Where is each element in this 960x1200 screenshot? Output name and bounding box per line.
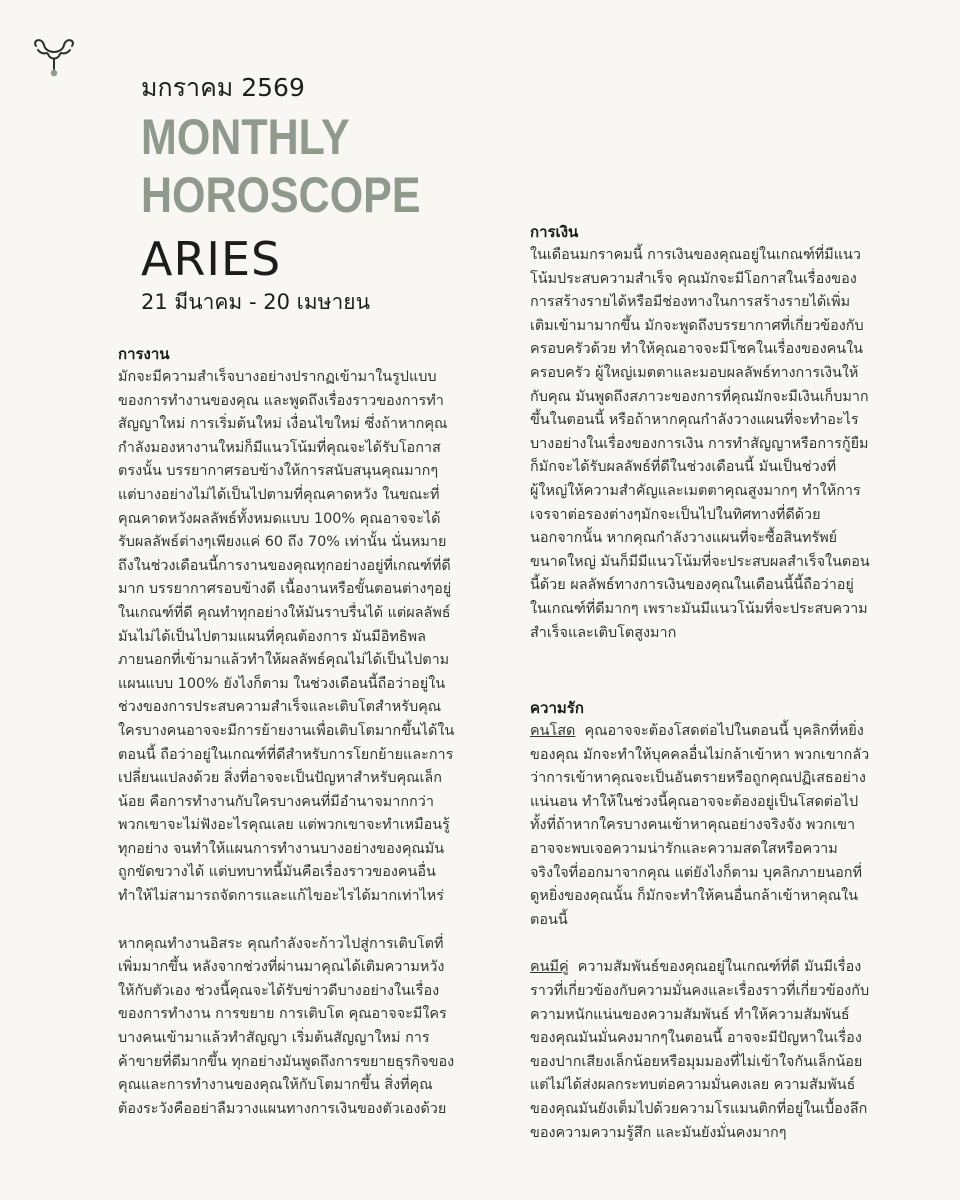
love-single-paragraph xyxy=(530,720,870,932)
title-horoscope: HOROSCOPE xyxy=(141,167,421,223)
work-paragraph-2: หากคุณทำงานอิสระ คุณกำลังจะก้าวไปสู่การเติบโตที่เพิ่มมากขึ้น หลังจากช่วงที่ผ่านมาคุณได้เติมความหวังให้กับตัวเอง ช่วงนี้คุณจะได้รับข่าวดีบางอย่างในเรื่องของการทำงาน การขยาย การเติบโต คุณอาจจะมีใครบางคนเข้ามาแล้วทำสัญญา เริ่มต้นสัญญาใหม่ การค้าขายที่ดีมากขึ้น ทุกอย่างมันพูดถึงการขยายธุรกิจของคุณและการทำงานของคุณให้กับโตมากขึ้น สิ่งที่คุณต้องระวังคืออย่าลืมวางแผนทางการเงินของตัวเองด้วย xyxy=(118,935,455,1117)
money-title: การเงิน xyxy=(530,223,579,241)
month-label: มกราคม 2569 xyxy=(141,73,305,102)
love-title: ความรัก xyxy=(530,699,584,717)
love-couple-paragraph xyxy=(530,956,870,1145)
couple-text: ความสัมพันธ์ของคุณอยู่ในเกณฑ์ที่ดี มันมีเรื่องราวที่เกี่ยวข้องกับความมั่นคงและเรื่องราวที่เกี่ยวข้องกับความหนักแน่นของความสัมพันธ์ ทำให้ความสัมพันธ์ของคุณมันมั่นคงมากๆในตอนนี้ อาจจะมีปัญหาในเรื่องของปากเสียงเล็กน้อยหรือมุมมองที่ไม่เข้าใจกันเล็กน้อย แต่ไม่ได้ส่งผลกระทบต่อความมั่นคงเลย ความสัมพันธ์ของคุณมันยังเต็มไปด้วยความโรแมนติกที่อยู่ในเบื้องลึกของความความรู้สึก และมันยังมั่นคงมากๆ xyxy=(530,959,870,1141)
aries-ram-icon xyxy=(30,38,78,80)
single-label: คนโสด xyxy=(530,723,576,739)
couple-label: คนมีคู่ xyxy=(530,959,569,976)
money-section xyxy=(530,220,870,645)
zodiac-sign: ARIES xyxy=(141,232,282,286)
sign-dates: 21 มีนาคม - 20 เมษายน xyxy=(141,290,370,314)
love-section xyxy=(530,696,870,1145)
title-monthly: MONTHLY xyxy=(141,109,350,165)
single-text: คุณอาจจะต้องโสดต่อไปในตอนนี้ บุคลิกที่หยิ่งของคุณ มักจะทำให้บุคคลอื่นไม่กล้าเข้าหา พวกเขากลัวว่าการเข้าหาคุณจะเป็นอันตรายหรือถูกคุณปฏิเสธอย่างแน่นอน ทำให้ในช่วงนี้คุณอาจจะต้องอยู่เป็นโสดต่อไป ทั้งที่ถ้าหากใครบางคนเข้าหาคุณอย่างจริงจัง พวกเขาอาจจะพบเจอความน่ารักและความสดใสหรือความจริงใจที่ออกมาจากคุณ แต่ยังไงก็ตาม บุคลิกภายนอกที่ดูหยิ่งของคุณนั้น ก็มักจะทำให้คนอื่นกล้าเข้าหาคุณในตอนนี้ xyxy=(530,723,870,928)
work-section xyxy=(118,342,456,1121)
money-paragraph: ในเดือนมกราคมนี้ การเงินของคุณอยู่ในเกณฑ์ที่มีแนวโน้มประสบความสำเร็จ คุณมักจะมีโอกาสในเรื่องของการสร้างรายได้หรือมีช่องทางในการสร้างรายได้เพิ่มเติมเข้ามามากขึ้น มักจะพูดถึงบรรยากาศที่เกี่ยวข้องกับครอบครัวด้วย ทำให้คุณอาจจะมีโชคในเรื่องของคนในครอบครัว ผู้ใหญ่เมตตาและมอบผลลัพธ์ทางการเงินให้กับคุณ มันพูดถึงสภาวะของการที่คุณมักจะมีเงินเก็บมากขึ้นในตอนนี้ หรือถ้าหากคุณกำลังวางแผนที่จะทำอะไรบางอย่างในเรื่องของการเงิน การทำสัญญาหรือการกู้ยืม ก็มักจะได้รับผลลัพธ์ที่ดีในช่วงเดือนนี้ มันเป็นช่วงที่ผู้ใหญ่ให้ความสำคัญและเมตตาคุณสูงมากๆ ทำให้การเจรจาต่อรองต่างๆมักจะเป็นไปในทิศทางที่ดีด้วย นอกจากนั้น หากคุณกำลังวางแผนที่จะซื้อสินทรัพย์ขนาดใหญ่ มันก็มีมีแนวโน้มที่จะประสบผลสำเร็จในตอนนี้ด้วย ผลลัพธ์ทางการเงินของคุณในเดือนนี้นี้ถือว่าอยู่ในเกณฑ์ที่ดีมากๆ เพราะมันมีแนวโน้มที่จะประสบความสำเร็จและเติบโตสูงมาก xyxy=(530,247,870,641)
work-paragraph-1: มักจะมีความสำเร็จบางอย่างปรากฏเข้ามาในรูปแบบของการทำงานของคุณ และพูดถึงเรื่องราวของการทำสัญญาใหม่ การเริ่มต้นใหม่ เงื่อนไขใหม่ ซึ่งถ้าหากคุณกำลังมองหางานใหม่ก็มีแนวโน้มที่คุณจะได้รับโอกาสตรงนั้น บรรยากาศรอบข้างให้การสนับสนุนคุณมากๆ แต่บางอย่างไม่ได้เป็นไปตามที่คุณคาดหวัง ในขณะที่คุณคาดหวังผลลัพธ์ทั้งหมดแบบ 100% คุณอาจจะได้รับผลลัพธ์ต่างๆเพียงแค่ 60 ถึง 70% เท่านั้น นั่นหมายถึงในช่วงเดือนนี้การงานของคุณทุกอย่างอยู่ที่เกณฑ์ที่ดีมาก บรรยากาศรอบข้างดี เนื้องานหรือขั้นตอนต่างๆอยู่ในเกณฑ์ที่ดี คุณทำทุกอย่างให้มันราบรื่นได้ แต่ผลลัพธ์มันไม่ได้เป็นไปตามแผนที่คุณต้องการ มันมีอิทธิพลภายนอกที่เข้ามาแล้วทำให้ผลลัพธ์คุณไม่ได้เป็นไปตามแผนแบบ 100% ยังไงก็ตาม ในช่วงเดือนนี้ถือว่าอยู่ในช่วงของการประสบความสำเร็จและเติบโตสำหรับคุณ ใครบางคนอาจจะมีการย้ายงานเพื่อเติบโตมากขึ้นได้ในตอนนี้ ถือว่าอยู่ในเกณฑ์ที่ดีสำหรับการโยกย้ายและการเปลี่ยนแปลงด้วย สิ่งที่อาจจะเป็นปัญหาสำหรับคุณเล็กน้อย คือการทำงานกับใครบางคนที่มีอำนาจมากกว่า พวกเขาจะไม่ฟังอะไรคุณเลย แต่พวกเขาจะทำเหมือนรู้ทุกอย่าง จนทำให้แผนการทำงานบางอย่างของคุณมันถูกขัดขวางได้ แต่บทบาทนี้มันคือเรื่องราวของคนอื่น ทำให้ไม่สามารถจัดการและแก้ไขอะไรได้มากเท่าไหร่ xyxy=(118,369,455,905)
work-title: การงาน xyxy=(118,345,170,363)
page-header xyxy=(141,72,461,316)
